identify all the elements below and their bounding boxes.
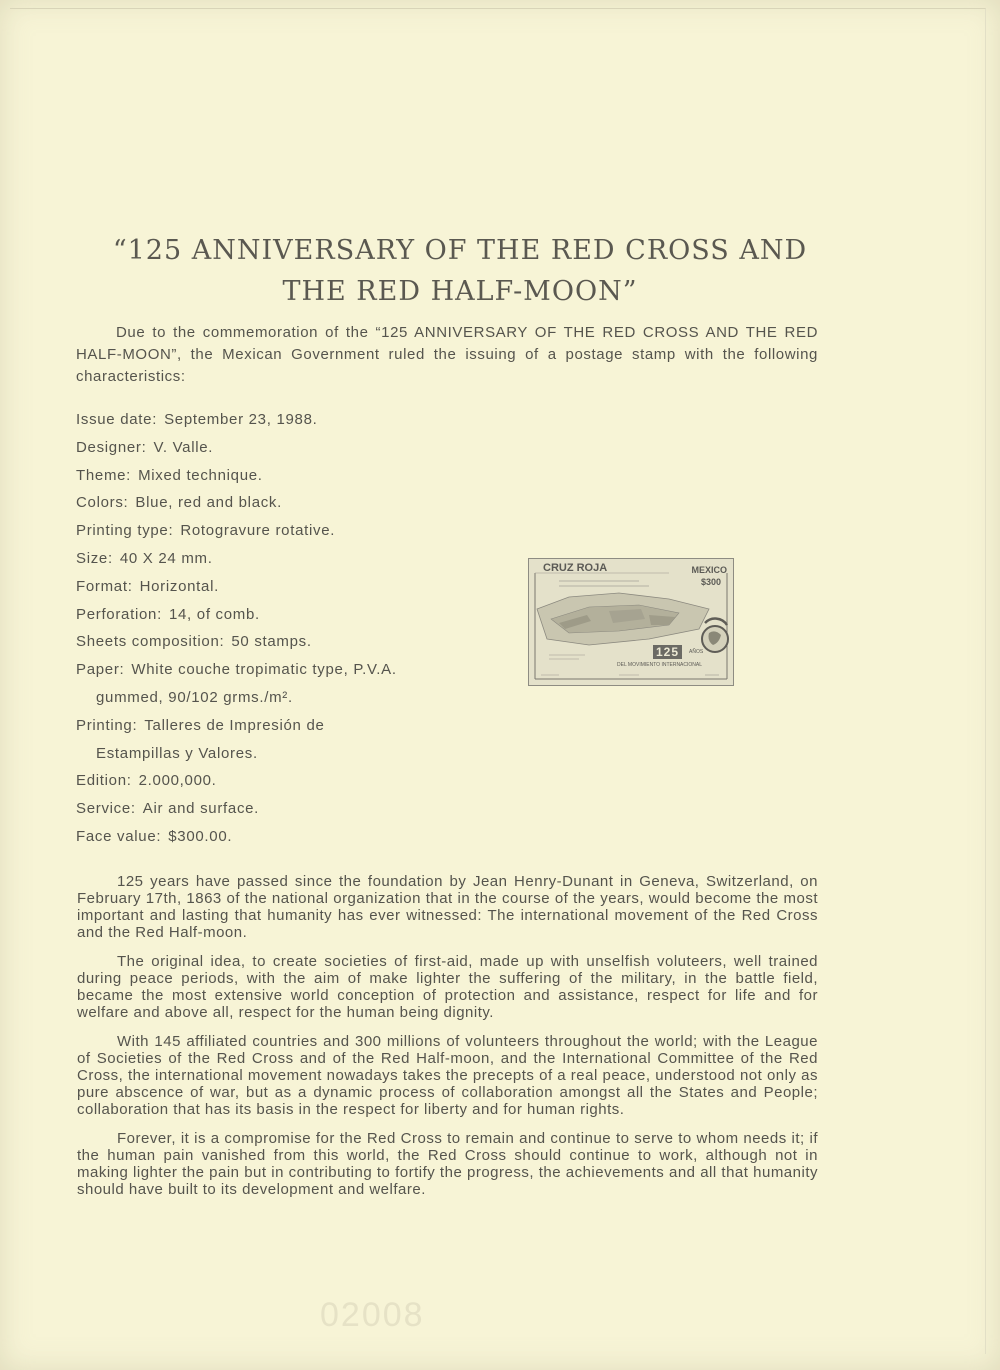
spec-label: Printing type: bbox=[76, 522, 174, 540]
spec-label: Edition: bbox=[76, 772, 132, 790]
spec-value: Talleres de Impresión de bbox=[144, 716, 325, 734]
stamp-cruz-roja-label: CRUZ ROJA bbox=[543, 562, 608, 574]
spec-value: Blue, red and black. bbox=[135, 494, 283, 512]
stamp-specifications bbox=[76, 410, 516, 855]
paragraph-original-idea: The original idea, to create societies of first-aid, made up with unselfish voluteers, well trained during peace periods, with the aim of make lighter the suffering of the military, in the battle field, became the most extensive world conception of protection and assistance, respect for life and for welfare and above all, respect for the human being dignity. bbox=[77, 953, 818, 1021]
spec-format bbox=[76, 577, 516, 605]
title-line-1: “125 ANNIVERSARY OF THE RED CROSS AND bbox=[112, 235, 808, 266]
spec-value: 2.000,000. bbox=[138, 772, 217, 790]
spec-label: Face value: bbox=[76, 827, 162, 845]
spec-value: 40 X 24 mm. bbox=[119, 549, 213, 567]
spec-label: Paper: bbox=[76, 661, 125, 679]
spec-value: White couche tropimatic type, P.V.A. bbox=[131, 661, 397, 679]
spec-value: Mixed technique. bbox=[138, 466, 263, 484]
spec-designer bbox=[76, 438, 516, 466]
spec-issue-date bbox=[76, 410, 516, 438]
spec-value: $300.00. bbox=[168, 827, 233, 845]
spec-value: Air and surface. bbox=[142, 800, 260, 818]
spec-printing-continued: Estampillas y Valores. bbox=[96, 744, 258, 762]
page-title bbox=[60, 230, 860, 312]
spec-value: Horizontal. bbox=[139, 577, 219, 595]
spec-printing bbox=[76, 716, 516, 744]
stamp-movement-label: DEL MOVIMIENTO INTERNACIONAL bbox=[617, 662, 703, 668]
spec-sheets-composition bbox=[76, 632, 516, 660]
paragraph-affiliated-countries: With 145 affiliated countries and 300 millions of volunteers throughout the world; with the League of Societies of the Red Cross and of the Red Half-moon, and the International Committee of the Red Cross, the international movement nowadays takes the precepts of a real peace, understood not only as pure abscence of war, but as a dynamic process of collaboration amongst all the States and People; collaboration that has its basis in the respect for liberty and for human rights. bbox=[77, 1033, 818, 1118]
spec-label: Theme: bbox=[76, 466, 132, 484]
stamp-anos-label: AÑOS bbox=[689, 649, 704, 655]
title-line-2: THE RED HALF-MOON” bbox=[282, 276, 638, 307]
spec-label: Sheets composition: bbox=[76, 633, 225, 651]
stamp-face-value: $300 bbox=[700, 577, 721, 587]
spec-label: Perforation: bbox=[76, 605, 162, 623]
spec-label: Printing: bbox=[76, 716, 138, 734]
spec-colors bbox=[76, 493, 516, 521]
spec-label: Size: bbox=[76, 549, 113, 567]
spec-label: Colors: bbox=[76, 494, 129, 512]
faint-serial-number: 02008 bbox=[320, 1296, 425, 1334]
spec-label: Format: bbox=[76, 577, 133, 595]
body-text bbox=[77, 873, 818, 1210]
spec-value: September 23, 1988. bbox=[164, 411, 318, 428]
spec-paper bbox=[76, 660, 516, 688]
spec-label: Designer: bbox=[76, 438, 147, 456]
spec-edition bbox=[76, 771, 516, 799]
spec-theme bbox=[76, 466, 516, 494]
spec-label: Service: bbox=[76, 800, 136, 818]
stamp-country-label: MEXICO bbox=[691, 565, 727, 575]
spec-paper-continued: gummed, 90/102 grms./m². bbox=[96, 688, 293, 706]
stamp-anniversary-number: 125 bbox=[653, 645, 682, 659]
spec-label: Issue date: bbox=[76, 411, 158, 428]
spec-service bbox=[76, 799, 516, 827]
postage-stamp-image bbox=[528, 558, 734, 686]
spec-size bbox=[76, 549, 516, 577]
spec-face-value bbox=[76, 827, 516, 855]
spec-value: Rotogravure rotative. bbox=[180, 522, 336, 540]
intro-paragraph: Due to the commemoration of the “125 ANNIVERSARY OF THE RED CROSS AND THE RED HALF-MOON”, the Mexican Government ruled the issuing of a postage stamp with the following characteristics: bbox=[76, 324, 818, 385]
paragraph-forever: Forever, it is a compromise for the Red Cross to remain and continue to serve to whom needs it; if the human pain vanished from this world, the Red Cross should continue to work, although not in making lighter the pain but in contributing to fortify the progress, the achievements and all that humanity should have built to its development and welfare. bbox=[77, 1130, 818, 1198]
spec-printing-type bbox=[76, 521, 516, 549]
paragraph-history: 125 years have passed since the foundation by Jean Henry-Dunant in Geneva, Switzerland, on February 17th, 1863 of the national organization that in the course of the years, would become the most important and lasting that humanity has ever witnessed: The international movement of the Red Cross and the Red Half-moon. bbox=[77, 873, 818, 941]
spec-value: 14, of comb. bbox=[168, 605, 260, 623]
spec-value: 50 stamps. bbox=[231, 633, 312, 651]
spec-value: V. Valle. bbox=[153, 438, 214, 456]
spec-perforation bbox=[76, 605, 516, 633]
